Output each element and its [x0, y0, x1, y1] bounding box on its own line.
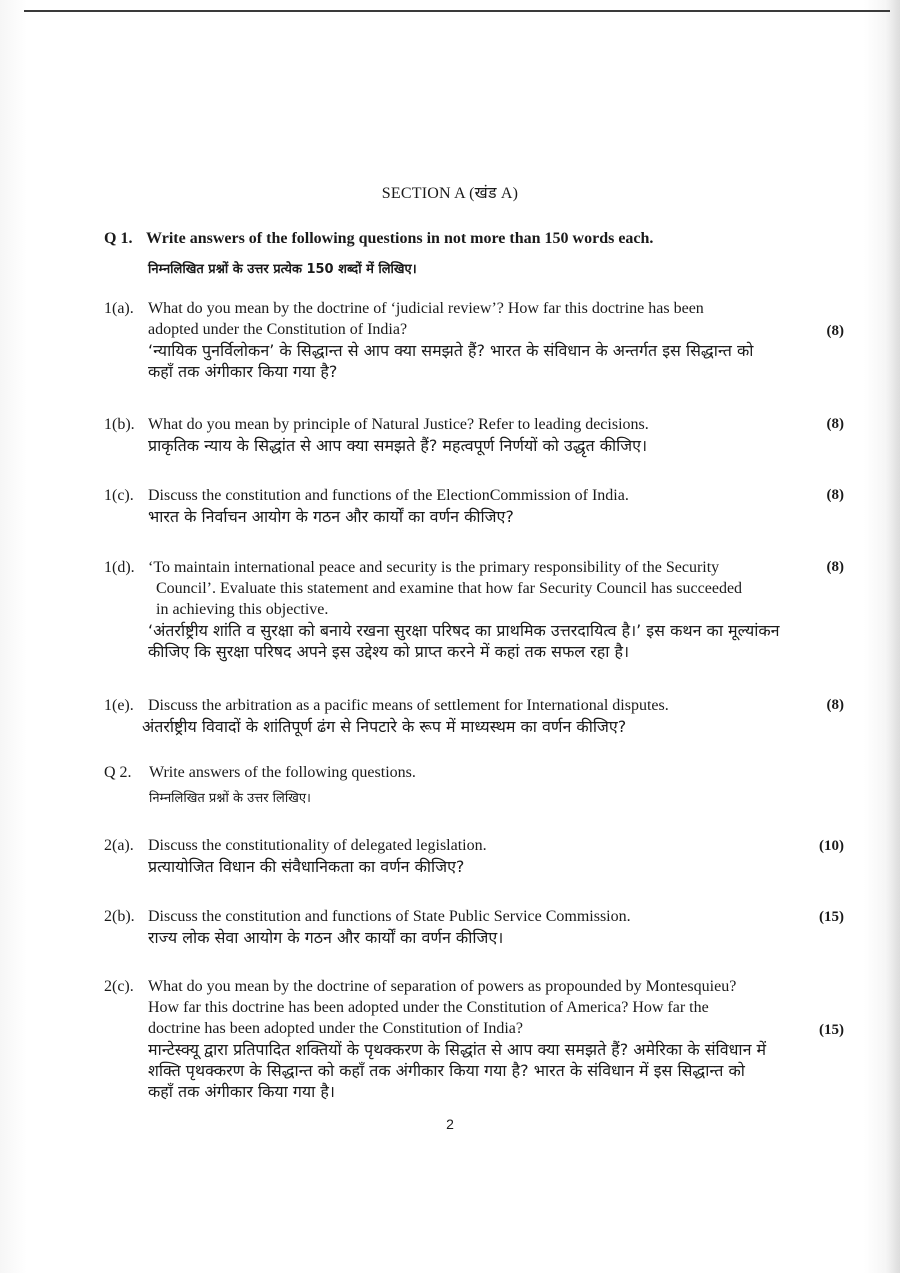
question-text-line: Discuss the constitutionality of delegated legislation.: [148, 837, 487, 854]
question-1-heading: [104, 230, 824, 248]
question-text-hindi: प्रत्यायोजित विधान की संवैधानिकता का वर्णन कीजिए?: [148, 857, 465, 876]
question-text-hindi: कहाँ तक अंगीकार किया गया है।: [148, 1082, 335, 1101]
question-text-line: ‘To maintain international peace and security is the primary responsibility of the Security: [148, 559, 720, 576]
question-label: 1(b).: [104, 416, 135, 433]
question-2a: [104, 835, 804, 877]
top-border-rule: [24, 10, 890, 12]
question-text-hindi: भारत के निर्वाचन आयोग के गठन और कार्यों का वर्णन कीजिए?: [148, 507, 514, 526]
question-text-line: Discuss the arbitration as a pacific means of settlement for International disputes.: [148, 697, 669, 714]
marks-label: (15): [819, 1022, 844, 1038]
marks-label: (8): [826, 559, 844, 575]
question-label: 1(e).: [104, 697, 134, 714]
question-text-hindi: शक्ति पृथक्करण के सिद्धान्त को कहाँ तक अंगीकार किया गया है? भारत के संविधान में इस सिद्धान्त को: [148, 1061, 745, 1080]
question-number: Q 2.: [104, 764, 132, 781]
question-label: 1(a).: [104, 300, 134, 317]
question-1d: [104, 557, 804, 662]
question-1e: [104, 695, 804, 737]
marks-label: (8): [826, 697, 844, 713]
question-text-hindi: कीजिए कि सुरक्षा परिषद अपने इस उद्देश्य को प्राप्त करने में कहां तक सफल रहा है।: [148, 642, 630, 661]
question-label: 1(c).: [104, 487, 134, 504]
question-2-heading-hindi: निम्नलिखित प्रश्नों के उत्तर लिखिए।: [149, 791, 311, 806]
question-text-line: Discuss the constitution and functions of State Public Service Commission.: [148, 908, 631, 925]
question-text-line: Council’. Evaluate this statement and examine that how far Security Council has succeeded: [156, 580, 743, 597]
question-1-heading-hindi: निम्नलिखित प्रश्नों के उत्तर प्रत्येक 150 शब्दों में लिखिए।: [148, 262, 417, 277]
question-instruction: Write answers of the following questions.: [149, 764, 416, 781]
question-label: 2(c).: [104, 978, 134, 995]
question-text-line: doctrine has been adopted under the Constitution of India?: [148, 1020, 524, 1037]
question-text-line: Discuss the constitution and functions of the ElectionCommission of India.: [148, 487, 629, 504]
marks-label: (8): [826, 487, 844, 503]
question-text-hindi: कहाँ तक अंगीकार किया गया है?: [148, 362, 338, 381]
marks-label: (15): [819, 909, 844, 925]
question-instruction: Write answers of the following questions in not more than 150 words each.: [146, 230, 654, 247]
marks-label: (10): [819, 838, 844, 854]
question-2b: [104, 906, 804, 948]
question-number: Q 1.: [104, 230, 133, 247]
question-text-line: adopted under the Constitution of India?: [148, 321, 408, 338]
question-label: 2(b).: [104, 908, 135, 925]
question-1c: [104, 485, 804, 527]
question-1b: [104, 414, 804, 456]
question-2-heading: [104, 764, 824, 782]
question-label: 2(a).: [104, 837, 134, 854]
question-text-line: What do you mean by principle of Natural Justice? Refer to leading decisions.: [148, 416, 649, 433]
question-text-hindi: प्राकृतिक न्याय के सिद्धांत से आप क्या समझते हैं? महत्वपूर्ण निर्णयों को उद्धृत कीजिए।: [148, 436, 648, 455]
question-1a: [104, 298, 804, 382]
question-text-hindi: ‘अंतर्राष्ट्रीय शांति व सुरक्षा को बनाये रखना सुरक्षा परिषद का प्राथमिक उत्तरदायित्व है।’ इस कथन का मूल्यांकन: [148, 621, 780, 640]
marks-label: (8): [826, 323, 844, 339]
question-text-hindi: मान्टेस्क्यू द्वारा प्रतिपादित शक्तियों के पृथक्करण के सिद्धांत से आप क्या समझते हैं? अमेरिका के संविधान में: [148, 1040, 767, 1059]
question-text-line: in achieving this objective.: [156, 601, 329, 618]
question-text-hindi: राज्य लोक सेवा आयोग के गठन और कार्यों का वर्णन कीजिए।: [148, 928, 504, 947]
question-text-hindi: ‘न्यायिक पुनर्विलोकन’ के सिद्धान्त से आप क्या समझते हैं? भारत के संविधान के अन्तर्गत इस सिद्धान्त को: [148, 341, 754, 360]
section-title: SECTION A (खंड A): [381, 185, 519, 202]
question-text-hindi: अंतर्राष्ट्रीय विवादों के शांतिपूर्ण ढंग से निपटारे के रूप में माध्यस्थम का वर्णन कीजिए?: [142, 717, 627, 736]
question-text-line: What do you mean by the doctrine of ‘judicial review’? How far this doctrine has been: [148, 300, 704, 317]
question-text-line: What do you mean by the doctrine of separation of powers as propounded by Montesquieu?: [148, 978, 737, 995]
marks-label: (8): [826, 416, 844, 432]
question-text-line: How far this doctrine has been adopted under the Constitution of America? How far the: [148, 999, 709, 1016]
question-2c: [104, 976, 804, 1102]
question-label: 1(d).: [104, 559, 135, 576]
page-number: 2: [446, 1116, 454, 1132]
